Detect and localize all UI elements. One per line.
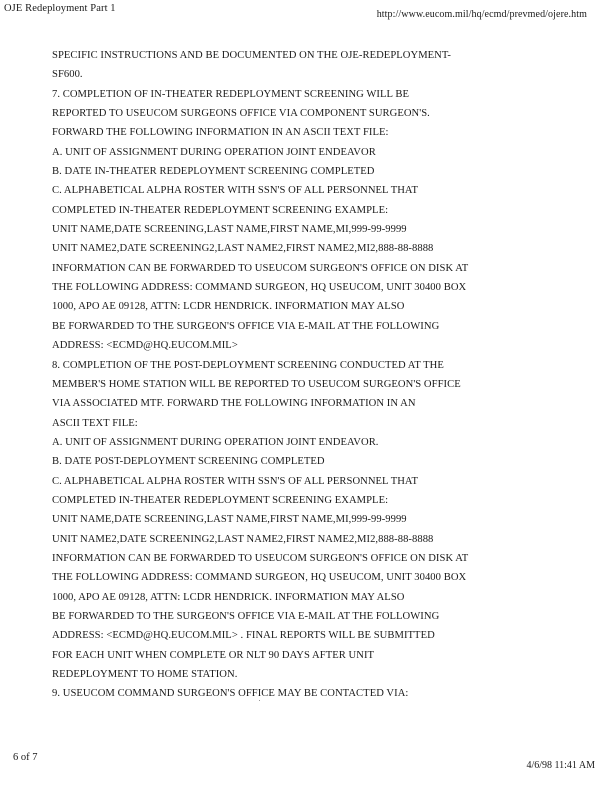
body-line: C. ALPHABETICAL ALPHA ROSTER WITH SSN'S OF ALL PERSONNEL THAT: [52, 185, 418, 197]
body-line: INFORMATION CAN BE FORWARDED TO USEUCOM SURGEON'S OFFICE ON DISK AT: [52, 262, 469, 274]
body-line: 1000, APO AE 09128, ATTN: LCDR HENDRICK. INFORMATION MAY ALSO: [52, 591, 405, 603]
body-line: UNIT NAME,DATE SCREENING,LAST NAME,FIRST NAME,MI,999-99-9999: [52, 224, 407, 236]
body-line: BE FORWARDED TO THE SURGEON'S OFFICE VIA E-MAIL AT THE FOLLOWING: [52, 320, 440, 332]
scan-speck: [259, 700, 260, 701]
body-line: COMPLETED IN-THEATER REDEPLOYMENT SCREENING EXAMPLE:: [52, 204, 389, 216]
body-line: 9. USEUCOM COMMAND SURGEON'S OFFICE MAY BE CONTACTED VIA:: [52, 688, 409, 700]
body-line: FORWARD THE FOLLOWING INFORMATION IN AN ASCII TEXT FILE:: [52, 127, 389, 139]
body-line: FOR EACH UNIT WHEN COMPLETE OR NLT 90 DAYS AFTER UNIT: [52, 649, 375, 661]
body-line: INFORMATION CAN BE FORWARDED TO USEUCOM SURGEON'S OFFICE ON DISK AT: [52, 552, 469, 564]
body-line: VIA ASSOCIATED MTF. FORWARD THE FOLLOWING INFORMATION IN AN: [52, 398, 416, 410]
print-datetime: 4/6/98 11:41 AM: [526, 760, 595, 771]
body-line: A. UNIT OF ASSIGNMENT DURING OPERATION JOINT ENDEAVOR: [52, 146, 376, 158]
body-line: C. ALPHABETICAL ALPHA ROSTER WITH SSN'S OF ALL PERSONNEL THAT: [52, 475, 418, 487]
body-line: UNIT NAME2,DATE SCREENING2,LAST NAME2,FIRST NAME2,MI2,888-88-8888: [52, 533, 434, 545]
body-line: B. DATE POST-DEPLOYMENT SCREENING COMPLETED: [52, 456, 325, 468]
page-header-title: OJE Redeployment Part 1: [4, 3, 116, 14]
body-line: 1000, APO AE 09128, ATTN: LCDR HENDRICK. INFORMATION MAY ALSO: [52, 301, 405, 313]
body-line: B. DATE IN-THEATER REDEPLOYMENT SCREENING COMPLETED: [52, 166, 375, 178]
body-line: SPECIFIC INSTRUCTIONS AND BE DOCUMENTED ON THE OJE-REDEPLOYMENT-: [52, 50, 452, 61]
page-number: 6 of 7: [13, 752, 38, 763]
body-line: ADDRESS: <ECMD@HQ.EUCOM.MIL> . FINAL REPORTS WILL BE SUBMITTED: [52, 630, 435, 642]
body-line: A. UNIT OF ASSIGNMENT DURING OPERATION JOINT ENDEAVOR.: [52, 436, 379, 448]
body-line: REPORTED TO USEUCOM SURGEONS OFFICE VIA COMPONENT SURGEON'S.: [52, 108, 430, 120]
body-line: SF600.: [52, 69, 83, 81]
body-line: THE FOLLOWING ADDRESS: COMMAND SURGEON, HQ USEUCOM, UNIT 30400 BOX: [52, 282, 467, 294]
body-line: COMPLETED IN-THEATER REDEPLOYMENT SCREENING EXAMPLE:: [52, 494, 389, 506]
body-line: REDEPLOYMENT TO HOME STATION.: [52, 669, 238, 680]
body-line: BE FORWARDED TO THE SURGEON'S OFFICE VIA E-MAIL AT THE FOLLOWING: [52, 610, 440, 622]
body-line: ASCII TEXT FILE:: [52, 417, 138, 429]
body-line: UNIT NAME2,DATE SCREENING2,LAST NAME2,FIRST NAME2,MI2,888-88-8888: [52, 243, 434, 255]
body-line: 7. COMPLETION OF IN-THEATER REDEPLOYMENT SCREENING WILL BE: [52, 88, 409, 100]
body-line: UNIT NAME,DATE SCREENING,LAST NAME,FIRST NAME,MI,999-99-9999: [52, 514, 407, 526]
body-line: THE FOLLOWING ADDRESS: COMMAND SURGEON, HQ USEUCOM, UNIT 30400 BOX: [52, 572, 467, 584]
document-body: [52, 46, 602, 704]
body-line: 8. COMPLETION OF THE POST-DEPLOYMENT SCREENING CONDUCTED AT THE: [52, 359, 444, 371]
body-line: ADDRESS: <ECMD@HQ.EUCOM.MIL>: [52, 340, 238, 352]
body-line: MEMBER'S HOME STATION WILL BE REPORTED TO USEUCOM SURGEON'S OFFICE: [52, 378, 461, 390]
page-header-url: http://www.eucom.mil/hq/ecmd/prevmed/ojere.htm: [376, 9, 587, 20]
